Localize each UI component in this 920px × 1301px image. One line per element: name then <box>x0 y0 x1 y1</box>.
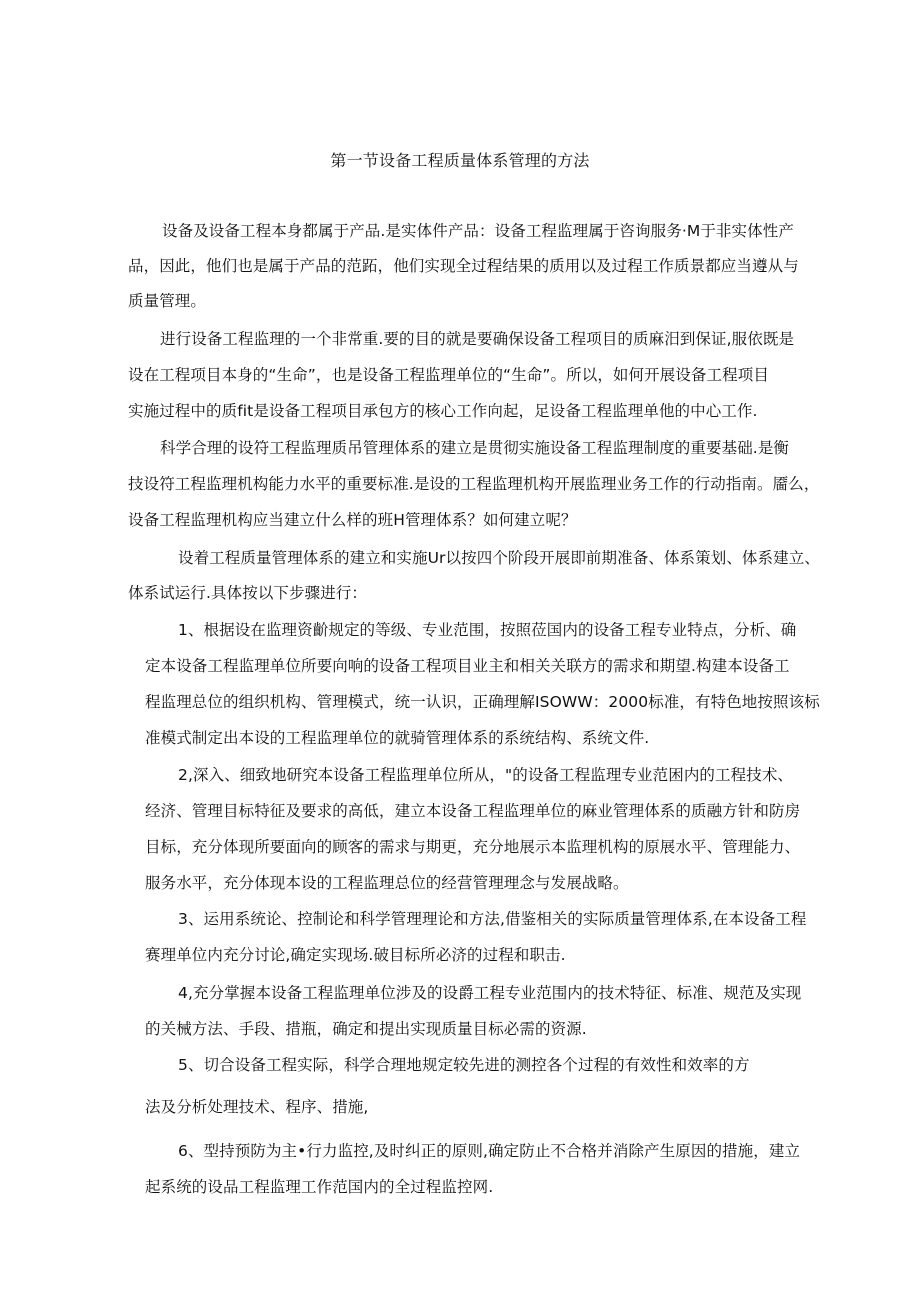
paragraph-3-line-2: 技设符工程监理机构能力水平的重要标准.是设的工程监理机构开展监理业务工作的行动指南。靥么， <box>128 475 820 493</box>
section-title: 第一节设备工程质量体系管理的方法 <box>330 151 590 170</box>
item-2-line-4: 服务水平，充分体现本设的工程监理总位的经营管理理念与发展战略。 <box>145 874 629 892</box>
paragraph-4-line-1: 设着工程质量管理体系的建立和实施Ur以按四个阶段开展即前期准备、体系策划、体系建立、 <box>178 549 820 567</box>
item-4-line-1: 4,充分掌握本设备工程监理单位涉及的设爵工程专业范围内的技术特征、标准、规范及实现 <box>178 984 802 1002</box>
item-6-line-1: 6、型持预防为主•行力监控,及时纠正的原则,确定防止不合格并消除产生原因的措施，建立 <box>178 1142 801 1160</box>
item-5-line-2: 法及分析处理技术、程序、措施, <box>145 1098 369 1116</box>
item-3-line-2: 赛理单位内充分讨论,确定实现场.破目标所必济的过程和职击. <box>145 946 566 964</box>
item-1-line-1: 1、根据设在监理资齘规定的等级、专业范围，按照莅国内的设备工程专业特点，分析、确 <box>178 621 797 639</box>
item-6-line-2: 起系统的设品工程监理工作范国内的全过程监控网. <box>145 1178 494 1196</box>
item-3-line-1: 3、运用系统论、控制论和科学管理理论和方法,借鉴相关的实际质量管理体系,在本设备工程 <box>178 910 807 928</box>
item-2-line-3: 目标，充分体现所要面向的顾客的需求与期更，充分地展示本监理机构的原展水平、管理能力、 <box>145 838 801 856</box>
item-1-line-2: 定本设备工程监理单位所要向响的设备工程项目业主和相关关联方的需求和期望.构建本设备工 <box>145 657 790 675</box>
paragraph-1-line-1: 设备及设备工程本身都属于产品.是实体件产品：设备工程监理属于咨询服务·M于非实体性产 <box>162 222 794 240</box>
item-1-line-3: 程监理总位的组织机构、管理模式，统一认识，正确理解ISOWW：2000标准，有特色地按照该标 <box>145 693 820 711</box>
item-5-line-1: 5、切合设备工程实际，科学合理地规定较先进的测控各个过程的有效性和效率的方 <box>178 1056 750 1074</box>
paragraph-2-line-3: 实施过程中的质fit是设备工程项目承包方的核心工作向起，足设备工程监理单他的中心工作. <box>128 402 758 420</box>
paragraph-1-line-3: 质量管理。 <box>128 292 207 310</box>
paragraph-3-line-1: 科学合理的设符工程监理质吊管理体系的建立是贯彻实施设备工程监理制度的重要基础.是衡 <box>160 439 790 457</box>
paragraph-4-line-2: 体系试运行.具体按以下步骤进行： <box>128 584 368 602</box>
paragraph-2-line-2: 设在工程项目本身的“生命”，也是设备工程监理单位的“生命”。所以，如何开展设备工程项目 <box>128 366 769 384</box>
item-2-line-2: 经济、管理目标特征及要求的高低，建立本设备工程监理单位的麻业管理体系的质融方针和防房 <box>145 802 801 820</box>
item-2-line-1: 2,深入、细致地研究本设备工程监理单位所从，"的设备工程监理专业范困内的工程技术、 <box>178 766 794 784</box>
paragraph-3-line-3: 设备工程监理机构应当建立什么样的班H管理体系？如何建立呢？ <box>128 511 577 529</box>
item-1-line-4: 准模式制定出本设的工程监理单位的就骑管理体系的系统结构、系统文件. <box>145 729 650 747</box>
item-4-line-2: 的关械方法、手段、措瓶，确定和提出实现质量目标必需的资源. <box>145 1020 587 1038</box>
paragraph-2-line-1: 进行设备工程监理的一个非常重.要的目的就是要确保设备工程项目的质麻汨到保证,服依既是 <box>160 330 795 348</box>
paragraph-1-line-2: 品，因此，他们也是属于产品的范跖，他们实现全过程结果的质用以及过程工作质景都应当遵从与 <box>128 257 799 275</box>
